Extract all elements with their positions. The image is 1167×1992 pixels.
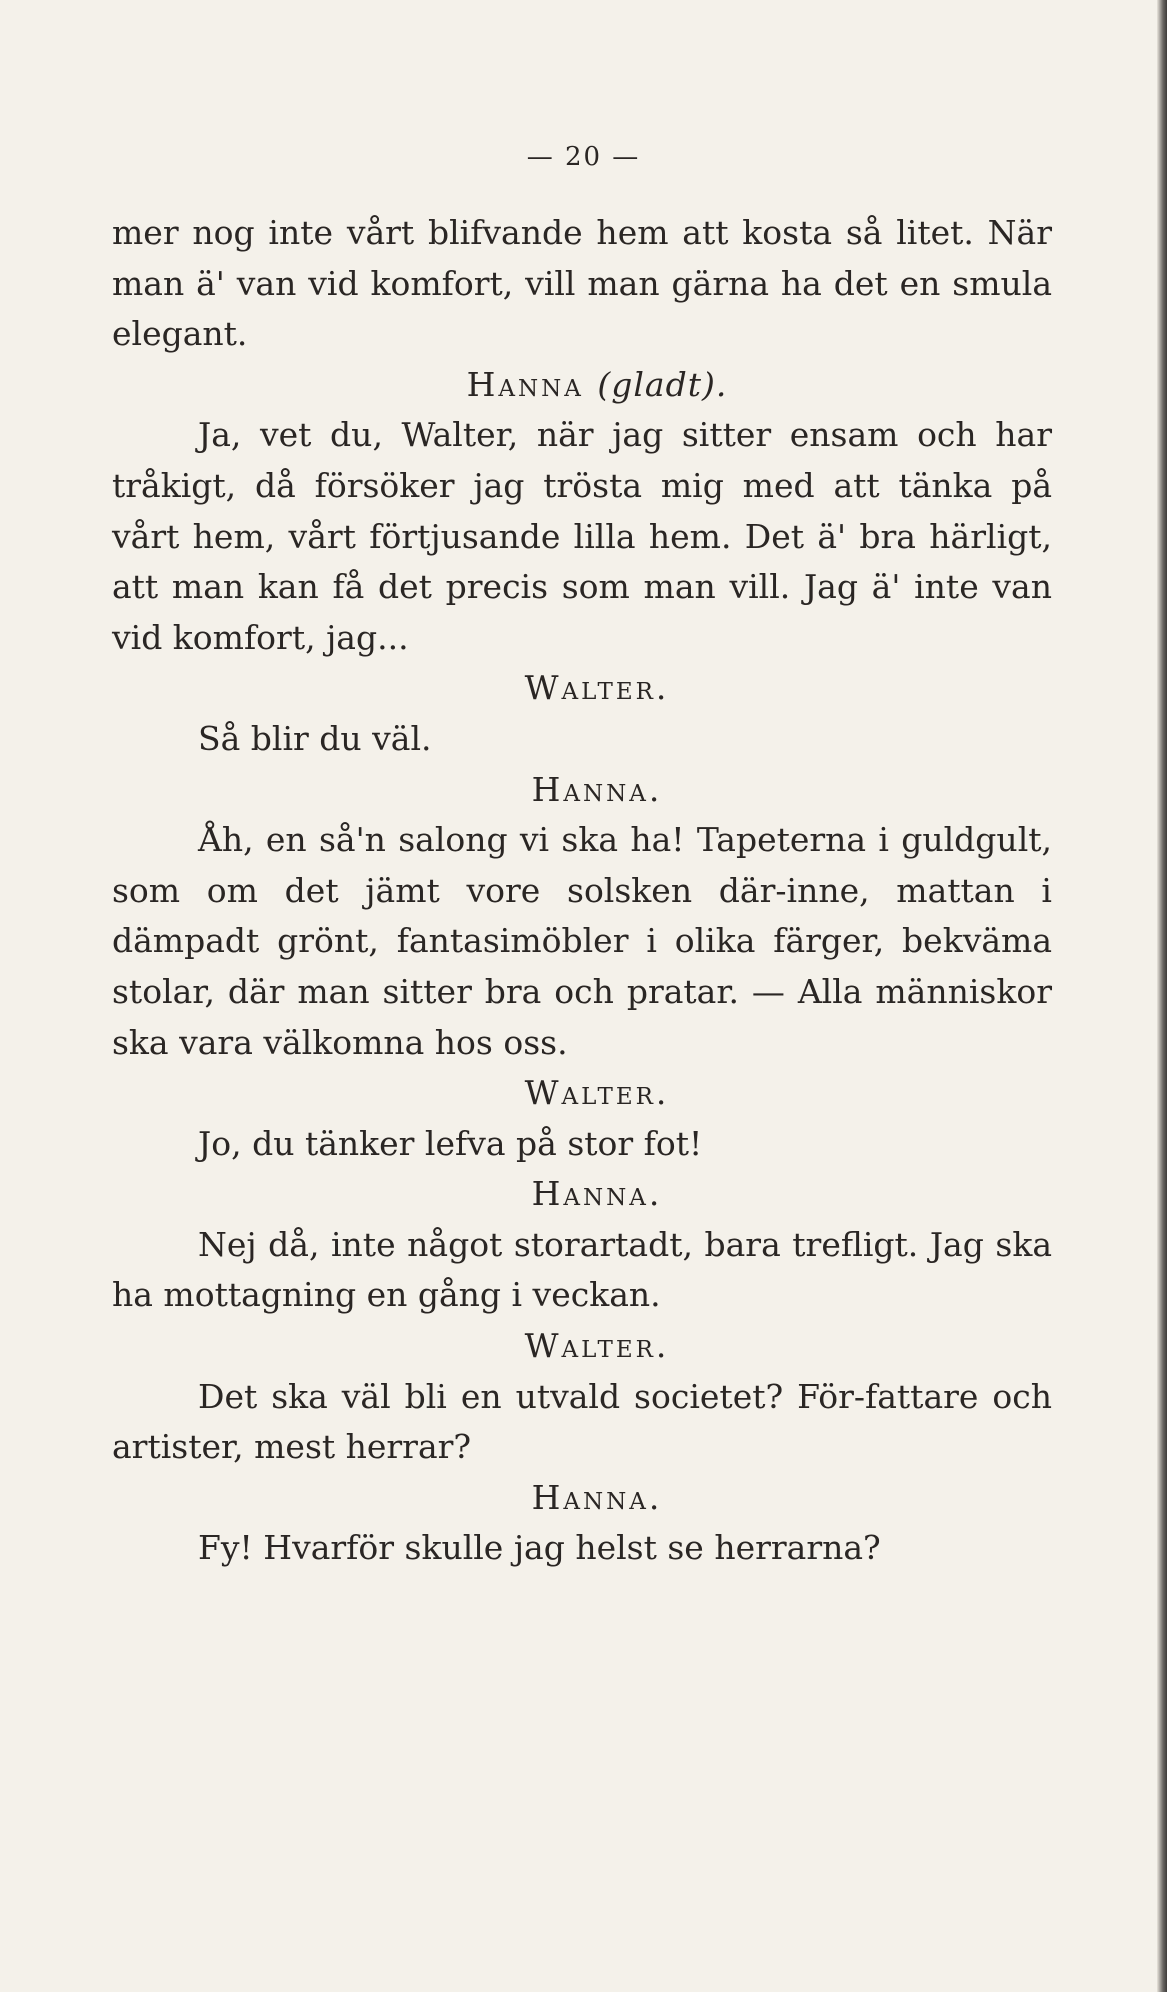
dialogue-paragraph: Ja, vet du, Walter, när jag sitter ensam och har tråkigt, då försöker jag trösta mig med att tänka på vårt hem, vårt förtjusande lilla hem. Det ä' bra härligt, att man kan få det precis som man vill. Jag ä' inte van vid komfort, jag... xyxy=(112,415,1052,657)
speaker-name: Hanna xyxy=(466,364,584,404)
speaker-heading: Walter. xyxy=(524,668,670,708)
dialogue-paragraph: Jo, du tänker lefva på stor fot! xyxy=(198,1123,703,1163)
speaker-heading: Walter. xyxy=(524,1073,670,1113)
dialogue-paragraph: Nej då, inte något storartadt, bara trefligt. Jag ska ha mottagning en gång i veckan. xyxy=(112,1224,1052,1315)
speaker-heading: Hanna. xyxy=(531,1477,663,1517)
dialogue-paragraph: Så blir du väl. xyxy=(198,718,432,758)
play-text xyxy=(112,208,1052,1574)
page-edge-shadow xyxy=(1157,0,1167,1992)
speaker-heading: Hanna. xyxy=(531,1174,663,1214)
dialogue-paragraph: mer nog inte vårt blifvande hem att kosta så litet. När man ä' van vid komfort, vill man gärna ha det en smula elegant. xyxy=(112,213,1052,354)
speaker-heading: Hanna. xyxy=(531,769,663,809)
dialogue-paragraph: Det ska väl bli en utvald societet? För-fattare och artister, mest herrar? xyxy=(112,1376,1052,1467)
stage-direction: (gladt). xyxy=(597,364,728,404)
page-number: — 20 — xyxy=(526,142,641,172)
speaker-heading xyxy=(112,360,1052,411)
dialogue-paragraph: Åh, en så'n salong vi ska ha! Tapeterna i guldgult, som om det jämt vore solsken där-inne, mattan i dämpadt grönt, fantasimöbler i olika färger, bekväma stolar, där man sitter bra och pratar. — Alla människor ska vara välkomna hos oss. xyxy=(112,820,1052,1062)
dialogue-paragraph: Fy! Hvarför skulle jag helst se herrarna? xyxy=(198,1528,881,1568)
speaker-heading: Walter. xyxy=(524,1326,670,1366)
